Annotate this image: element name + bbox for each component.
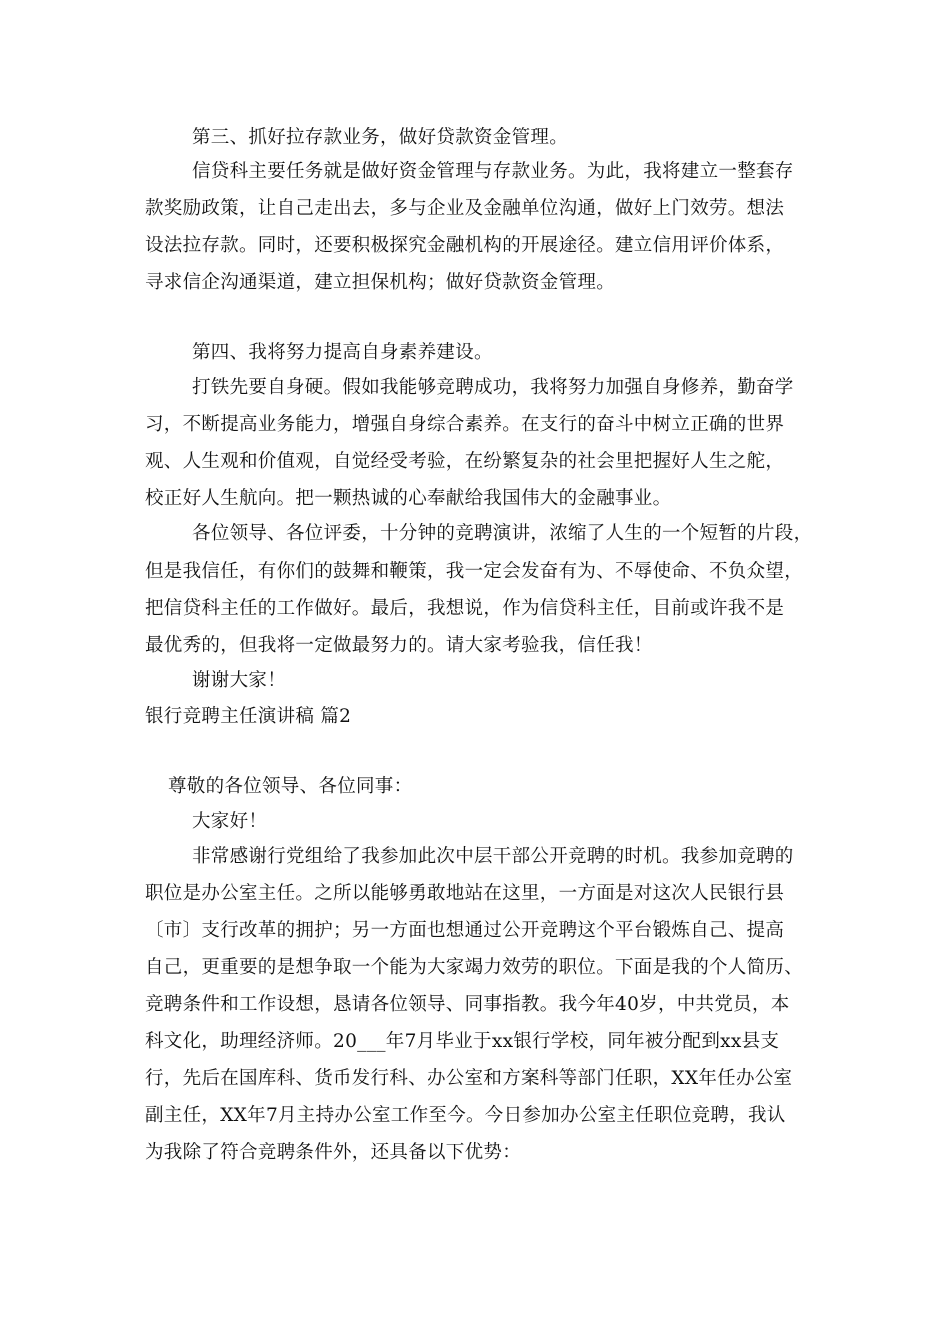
section-title: 银行竞聘主任演讲稿 篇2 bbox=[145, 706, 352, 727]
closing-thanks: 谢谢大家！ bbox=[192, 670, 287, 691]
paragraph-line: 寻求信企沟通渠道，建立担保机构；做好贷款资金管理。 bbox=[145, 272, 616, 293]
paragraph-line: 职位是办公室主任。之所以能够勇敢地站在这里，一方面是对这次人民银行县 bbox=[145, 883, 785, 904]
paragraph-line: 各位领导、各位评委，十分钟的竞聘演讲，浓缩了人生的一个短暂的片段， bbox=[192, 523, 813, 544]
paragraph-line: 自己，更重要的是想争取一个能为大家竭力效劳的职位。下面是我的个人简历、 bbox=[145, 957, 804, 978]
paragraph-line: 竞聘条件和工作设想，恳请各位领导、同事指教。我今年40岁，中共党员，本 bbox=[145, 994, 790, 1015]
paragraph-line: 但是我信任，有你们的鼓舞和鞭策，我一定会发奋有为、不辱使命、不负众望， bbox=[145, 561, 804, 582]
paragraph-heading-fourth: 第四、我将努力提高自身素养建设。 bbox=[192, 342, 493, 363]
paragraph-line: 信贷科主要任务就是做好资金管理与存款业务。为此，我将建立一整套存 bbox=[192, 161, 794, 182]
paragraph-line: 〔市〕支行改革的拥护；另一方面也想通过公开竞聘这个平台锻炼自己、提高 bbox=[145, 920, 785, 941]
paragraph-line: 习，不断提高业务能力，增强自身综合素养。在支行的奋斗中树立正确的世界 bbox=[145, 414, 785, 435]
salutation: 尊敬的各位领导、各位同事： bbox=[168, 776, 413, 797]
paragraph-line: 科文化，助理经济师。20___年7月毕业于xx银行学校，同年被分配到xx县支 bbox=[145, 1031, 780, 1052]
paragraph-line: 打铁先要自身硬。假如我能够竞聘成功，我将努力加强自身修养，勤奋学 bbox=[192, 377, 794, 398]
paragraph-line: 非常感谢行党组给了我参加此次中层干部公开竞聘的时机。我参加竞聘的 bbox=[192, 846, 794, 867]
paragraph-line: 设法拉存款。同时，还要积极探究金融机构的开展途径。建立信用评价体系， bbox=[145, 235, 785, 256]
paragraph-line: 最优秀的，但我将一定做最努力的。请大家考验我，信任我！ bbox=[145, 635, 653, 656]
paragraph-line: 行，先后在国库科、货币发行科、办公室和方案科等部门任职，XX年任办公室 bbox=[145, 1068, 793, 1089]
paragraph-line: 款奖励政策，让自己走出去，多与企业及金融单位沟通，做好上门效劳。想法 bbox=[145, 198, 785, 219]
paragraph-line: 副主任，XX年7月主持办公室工作至今。今日参加办公室主任职位竞聘，我认 bbox=[145, 1105, 786, 1126]
paragraph-heading-third: 第三、抓好拉存款业务，做好贷款资金管理。 bbox=[192, 127, 569, 148]
greeting: 大家好！ bbox=[192, 811, 268, 832]
paragraph-line: 观、人生观和价值观，自觉经受考验，在纷繁复杂的社会里把握好人生之舵， bbox=[145, 451, 785, 472]
paragraph-line: 校正好人生航向。把一颗热诚的心奉献给我国伟大的金融事业。 bbox=[145, 488, 672, 509]
paragraph-line: 为我除了符合竞聘条件外，还具备以下优势： bbox=[145, 1142, 522, 1163]
paragraph-line: 把信贷科主任的工作做好。最后，我想说，作为信贷科主任，目前或许我不是 bbox=[145, 598, 785, 619]
